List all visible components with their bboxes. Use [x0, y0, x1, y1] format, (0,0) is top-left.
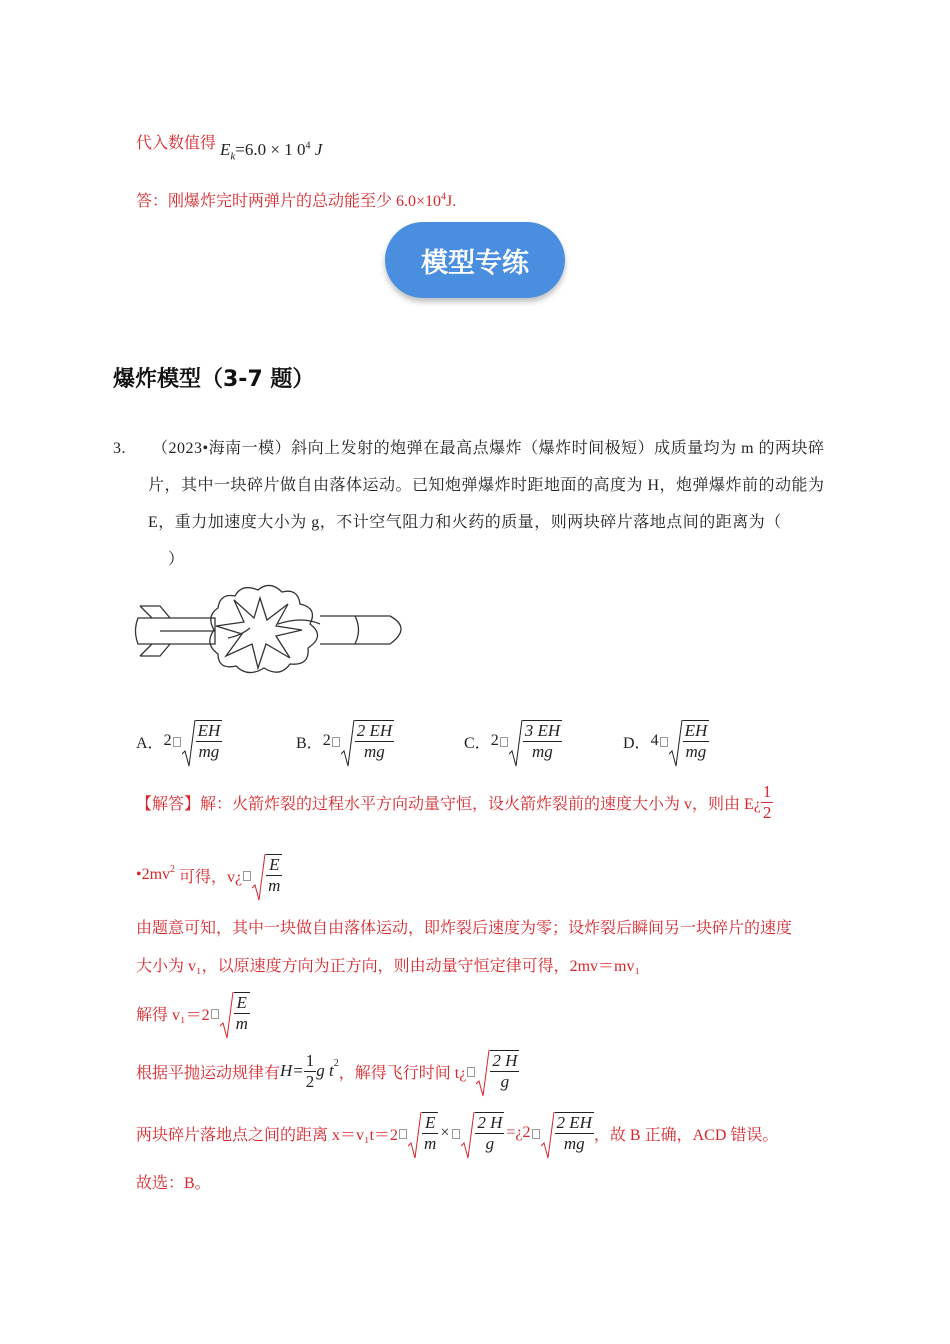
option-c[interactable] [464, 716, 562, 766]
solution-line-2: •2mv $^2$ 可得，v¿ $\frac{E}{m}$ [136, 850, 282, 900]
option-d-coef: 4 [650, 732, 659, 749]
solution-line-1-text: 解：火箭炸裂的过程水平方向动量守恒，设火箭炸裂前的速度大小为 v，则由 E¿ [200, 795, 761, 813]
option-a-coef: 2 [163, 732, 172, 749]
model-practice-badge: 模型专练 [385, 222, 565, 298]
option-b-label: B． [296, 734, 323, 752]
option-a-radical: $\frac{EH}{mg}$ [182, 720, 223, 762]
option-c-label: C． [464, 734, 491, 752]
time-radical: $\frac{2 H}{g}$ [476, 1050, 519, 1092]
v1-radical: $\frac{E}{m}$ [220, 992, 250, 1034]
option-b-radical: $\frac{2 EH}{mg}$ [341, 720, 394, 762]
question-line-1: （2023•海南一模）斜向上发射的炮弹在最高点爆炸（爆炸时间极短）成质量均为 m 的两块碎 [152, 440, 825, 457]
option-a[interactable] [136, 716, 222, 766]
solution-line-1 [136, 780, 773, 824]
substitute-label: 代入数值得 [136, 135, 217, 152]
option-a-label: A． [136, 734, 164, 752]
question-number: 3. [113, 440, 126, 457]
section-title: 爆炸模型（3-7 题） [113, 367, 315, 392]
solution-line-3: 由题意可知，其中一块做自由落体运动，即炸裂后速度为零；设炸裂后瞬间另一块碎片的速度 [136, 920, 793, 937]
question-line-3: E，重力加速度大小为 g，不计空气阻力和火药的质量，则两块碎片落地点间的距离为（ [148, 514, 782, 531]
option-c-coef: 2 [490, 732, 499, 749]
exploding-shell-illustration [130, 578, 415, 678]
fraction-half: $\frac{1}{2}$ [762, 781, 772, 822]
distance-radical-3: $\frac{2 EH}{mg}$ [541, 1112, 594, 1154]
velocity-radical: $\frac{E}{m}$ [252, 854, 282, 896]
option-b-coef: 2 [322, 732, 331, 749]
solution-line-7: 两块碎片落地点之间的距离 x＝v₁t＝2 $\frac{E}{m}$ × $\frac{2 H}{g}$ =¿2 $\frac{2 EH}{mg}$ ，故 B 正确，ACD 错误。 [136, 1108, 778, 1158]
solution-line-5: 解得 v₁＝2 $\frac{E}{m}$ [136, 988, 250, 1038]
solution-line-6: 根据平抛运动规律有 H= $\frac{1}{2}$ g t $^2$ ，解得飞行时间 t¿ $\frac{2 H}{g}$ [136, 1046, 519, 1096]
option-d-radical: $\frac{EH}{mg}$ [669, 720, 710, 762]
option-c-radical: $\frac{3 EH}{mg}$ [509, 720, 562, 762]
option-d[interactable] [623, 716, 709, 766]
kinetic-energy-formula: $E_k=6.0 \times 1$ $0^4$ J [220, 140, 323, 163]
distance-radical-1: $\frac{E}{m}$ [408, 1112, 438, 1154]
solution-line-4: 大小为 v₁，以原速度方向为正方向，则由动量守恒定律可得，2mv＝mv₁ [136, 958, 641, 975]
option-d-label: D． [623, 734, 651, 752]
distance-radical-2: $\frac{2 H}{g}$ [461, 1112, 504, 1154]
question-line-4: ） [168, 551, 185, 568]
solution-tag: 【解答】 [136, 795, 201, 813]
solution-conclusion: 故选：B。 [136, 1175, 211, 1192]
answer-line: 答：刚爆炸完时两弹片的总动能至少 $6.0\times 10^4J$. [136, 191, 457, 210]
question-line-2: 片，其中一块碎片做自由落体运动。已知炮弹爆炸时距地面的高度为 H，炮弹爆炸前的动能为 [148, 477, 825, 494]
option-b[interactable] [296, 716, 394, 766]
